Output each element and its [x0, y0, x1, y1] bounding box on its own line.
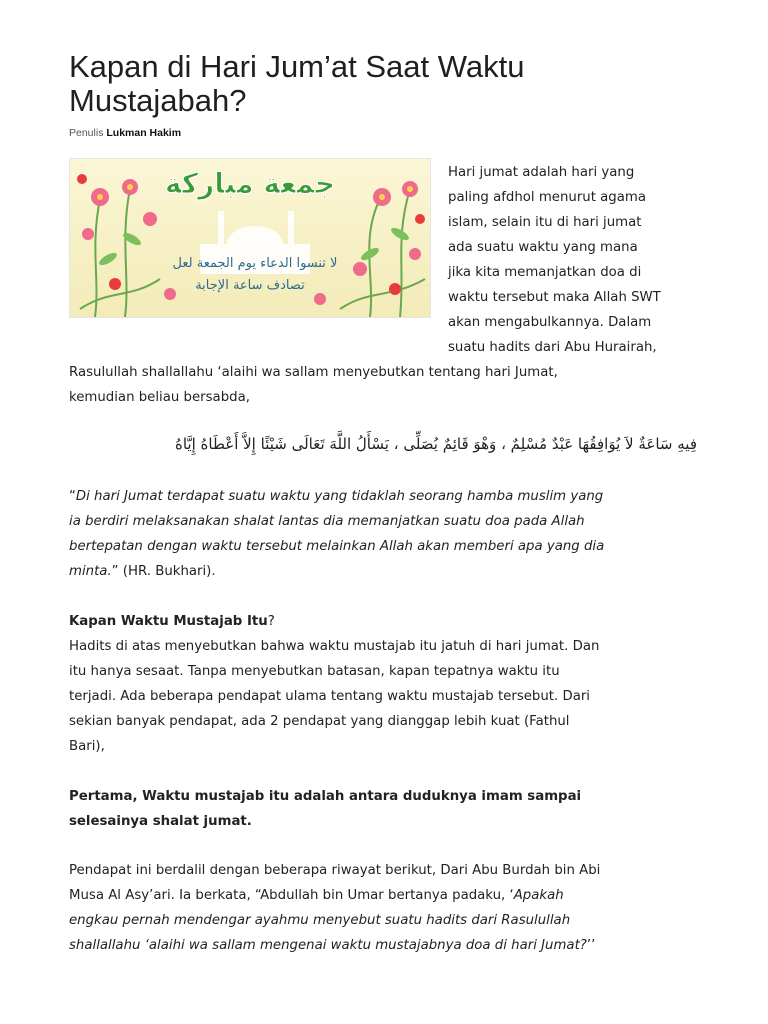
quote-line	[69, 484, 709, 509]
hero-line1-text: لا تنسوا الدعاء يوم الجمعة لعل	[172, 256, 338, 271]
hero-line2-text: تصادف ساعة الإجابة	[195, 278, 305, 293]
text-line: paling afdhol menurut agama	[448, 190, 646, 205]
text-line: suatu hadits dari Abu Hurairah,	[448, 340, 657, 355]
text-span: Musa Al Asy’ari. Ia berkata, “Abdullah bin Umar bertanya padaku, ‘	[69, 888, 514, 903]
article-title: Kapan di Hari Jum’at Saat Waktu Mustajabah?	[69, 49, 525, 118]
section-heading	[69, 609, 709, 634]
text-line: sekian banyak pendapat, ada 2 pendapat yang dianggap lebih kuat (Fathul	[69, 714, 570, 729]
quote-text: bertepatan dengan waktu tersebut melainkan Allah akan memberi apa yang dia	[69, 539, 605, 554]
section-pendapat-pertama	[69, 784, 709, 834]
text-line: itu hanya sesaat. Tanpa menyebutkan batasan, kapan tepatnya waktu itu	[69, 664, 560, 679]
text-line: Pendapat ini berdalil dengan beberapa riwayat berikut, Dari Abu Burdah bin Abi	[69, 863, 601, 878]
text-span: ’’	[586, 938, 596, 953]
text-line: Hari jumat adalah hari yang	[448, 165, 635, 180]
quote-line	[69, 559, 709, 584]
quote-open-mark: “	[69, 489, 76, 504]
text-line: jika kita memanjatkan doa di	[448, 265, 642, 280]
byline-prefix: Penulis	[69, 127, 104, 139]
hero-title-text: جمعة مباركة	[164, 167, 336, 200]
text-line: kemudian beliau bersabda,	[69, 390, 250, 405]
text-line: Pertama, Waktu mustajab itu adalah antara duduknya imam sampai	[69, 789, 582, 804]
hero-illustration	[70, 159, 430, 317]
text-line: waktu tersebut maka Allah SWT	[448, 290, 661, 305]
text-line: Bari),	[69, 739, 105, 754]
quote-line	[69, 509, 709, 534]
quote-text: minta.	[69, 564, 112, 579]
quote-citation: ” (HR. Bukhari).	[111, 564, 216, 579]
text-line: akan mengabulkannya. Dalam	[448, 315, 652, 330]
quote-text: Di hari Jumat terdapat suatu waktu yang tidaklah seorang hamba muslim yang	[75, 489, 604, 504]
quote-text: ia berdiri melaksanakan shalat lantas dia memanjatkan suatu doa pada Allah	[69, 514, 585, 529]
text-span: shallallahu ‘alaihi wa sallam mengenai waktu mustajabnya doa di hari Jumat?	[69, 938, 587, 953]
text-line: Rasulullah shallallahu ‘alaihi wa sallam menyebutkan tentang hari Jumat,	[69, 365, 558, 380]
text-line: selesainya shalat jumat.	[69, 814, 252, 829]
section-kapan-waktu-mustajab	[69, 609, 709, 759]
intro-full-paragraph	[69, 360, 709, 410]
section-heading-text: Kapan Waktu Mustajab Itu	[69, 614, 268, 629]
quote-line	[69, 534, 709, 559]
text-line	[69, 883, 709, 908]
heading-suffix: ?	[267, 614, 275, 629]
byline	[69, 127, 181, 139]
text-line: Hadits di atas menyebutkan bahwa waktu mustajab itu jatuh di hari jumat. Dan	[69, 639, 600, 654]
author-name[interactable]: Lukman Hakim	[106, 127, 182, 139]
section-dalil	[69, 858, 709, 958]
text-span: Apakah	[513, 888, 564, 903]
text-line: terjadi. Ada beberapa pendapat ulama tentang waktu mustajab tersebut. Dari	[69, 689, 591, 704]
text-line: ada suatu waktu yang mana	[448, 240, 638, 255]
text-line: engkau pernah mendengar ayahmu menyebut suatu hadits dari Rasulullah	[69, 913, 571, 928]
text-line: islam, selain itu di hari jumat	[448, 215, 642, 230]
hadith-translation-quote	[69, 484, 709, 584]
text-line	[69, 933, 709, 958]
arabic-hadith: فِيهِ سَاعَةٌ لاَ يُوَافِقُهَا عَبْدٌ مُسْلِمٌ ، وَهْوَ قَائِمٌ يُصَلِّى ، يَسْأَلُ اللَّهَ تَعَالَى شَيْئًا إِلاَّ أَعْطَاهُ إِيَّاهُ	[174, 435, 697, 453]
intro-side-paragraph	[448, 160, 718, 360]
jumat-mubarak-image	[69, 158, 431, 318]
